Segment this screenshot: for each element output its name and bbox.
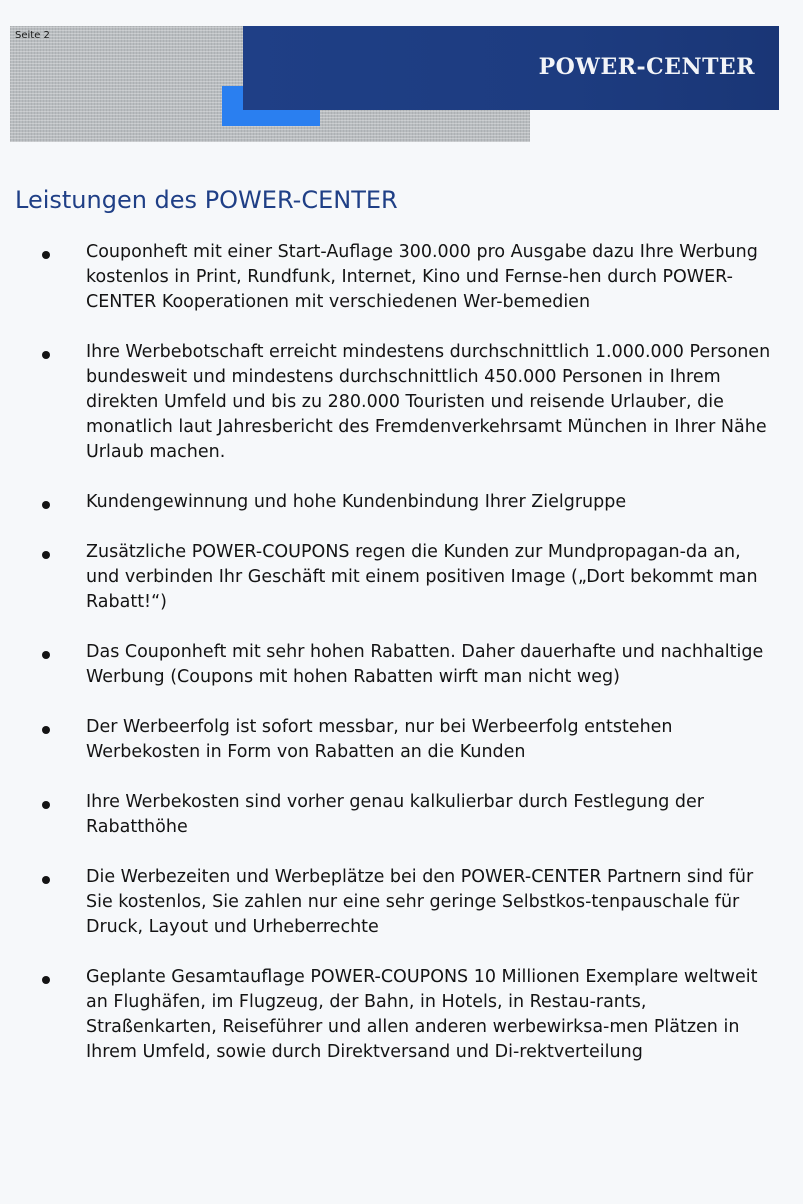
list-item-text: Ihre Werbekosten sind vorher genau kalkulierbar durch Festlegung der Rabatthöhe [86, 792, 704, 837]
list-item [0, 540, 803, 615]
list-item [0, 640, 803, 690]
bullet-icon [42, 801, 50, 809]
bullet-icon [42, 351, 50, 359]
list-item-text: Das Couponheft mit sehr hohen Rabatten. Daher dauerhafte und nachhaltige Werbung (Coupons mit hohen Rabatten wirft man nicht weg) [86, 642, 764, 687]
bullet-icon [42, 726, 50, 734]
list-item-text: Zusätzliche POWER-COUPONS regen die Kunden zur Mundpropagan-da an, und verbinden Ihr Geschäft mit einem positiven Image („Dort bekommt man Rabatt!“) [86, 542, 758, 612]
header-brand-bar [243, 26, 779, 110]
list-item-text: Geplante Gesamtauflage POWER-COUPONS 10 Millionen Exemplare weltweit an Flughäfen, im Flugzeug, der Bahn, in Hotels, in Restau-rants, Straßenkarten, Reiseführer und allen anderen werbewirksa-men Plätzen in Ihrem Umfeld, sowie durch Direktversand und Di-rektverteilung [86, 967, 758, 1062]
brand-name: POWER-CENTER [538, 54, 755, 80]
bullet-icon [42, 251, 50, 259]
list-item-text: Die Werbezeiten und Werbeplätze bei den POWER-CENTER Partnern sind für Sie kostenlos, Sie zahlen nur eine sehr geringe Selbstkos-tenpauschale für Druck, Layout und Urheberrechte [86, 867, 754, 937]
page-header [0, 0, 803, 150]
list-item-text: Kundengewinnung und hohe Kundenbindung Ihrer Zielgruppe [86, 492, 627, 512]
page-title: Leistungen des POWER-CENTER [15, 186, 398, 214]
list-item [0, 790, 803, 840]
list-item [0, 865, 803, 940]
services-list [0, 240, 803, 1090]
list-item [0, 490, 803, 515]
list-item-text: Der Werbeerfolg ist sofort messbar, nur bei Werbeerfolg entstehen Werbekosten in Form von Rabatten an die Kunden [86, 717, 673, 762]
bullet-icon [42, 876, 50, 884]
page-number-label: Seite 2 [15, 30, 50, 41]
bullet-icon [42, 551, 50, 559]
bullet-icon [42, 651, 50, 659]
bullet-icon [42, 501, 50, 509]
bullet-icon [42, 976, 50, 984]
list-item [0, 965, 803, 1065]
list-item [0, 715, 803, 765]
list-item-text: Couponheft mit einer Start-Auflage 300.000 pro Ausgabe dazu Ihre Werbung kostenlos in Print, Rundfunk, Internet, Kino und Fernse-hen durch POWER-CENTER Kooperationen mit verschiedenen Wer-bemedien [86, 242, 758, 312]
list-item [0, 240, 803, 315]
list-item [0, 340, 803, 465]
list-item-text: Ihre Werbebotschaft erreicht mindestens durchschnittlich 1.000.000 Personen bundesweit und mindestens durchschnittlich 450.000 Personen in Ihrem direkten Umfeld und bis zu 280.000 Touristen und reisende Urlauber, die monatlich laut Jahresbericht des Fremdenverkehrsamt München in Ihrer Nähe Urlaub machen. [86, 342, 771, 462]
